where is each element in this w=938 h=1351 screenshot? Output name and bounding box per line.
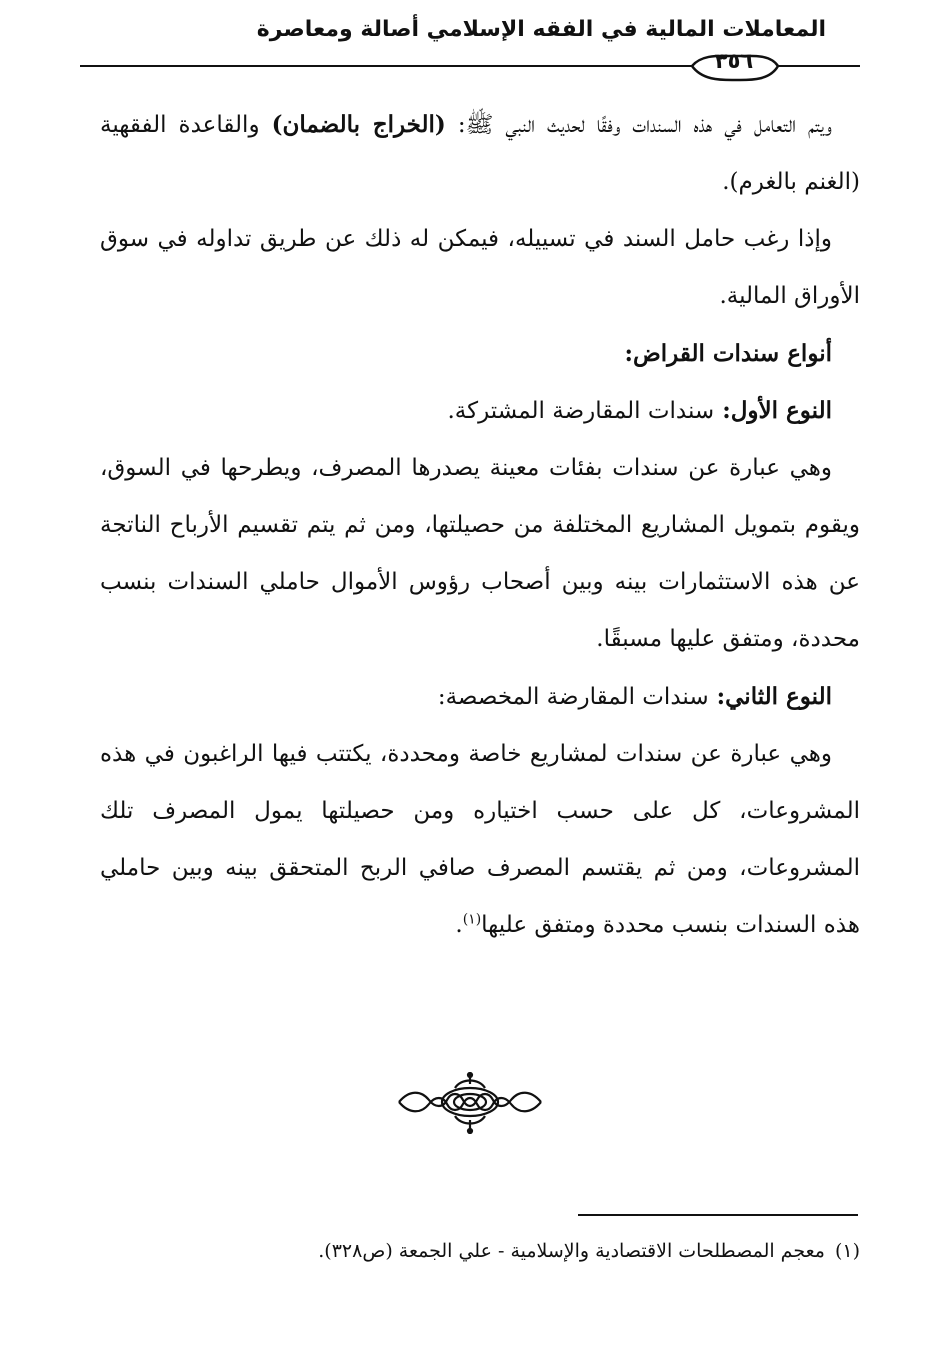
ornament-divider-icon (395, 1072, 545, 1134)
running-header: المعاملات المالية في الفقه الإسلامي أصالة ومعاصرة (256, 17, 826, 42)
footnote-number: (١) (834, 1240, 860, 1262)
type-1-title: سندات المقارضة المشتركة. (447, 398, 715, 424)
footnote-text: معجم المصطلحات الاقتصادية والإسلامية - علي الجمعة (ص٣٢٨). (318, 1240, 825, 1262)
type-1-heading (100, 382, 860, 440)
page-number: ٣٥٦ (714, 49, 754, 73)
paragraph-1 (100, 96, 860, 211)
paragraph-1-text: ويتم التعامل في هذه السندات وفقًا لحديث النبي ﷺ: (445, 112, 832, 138)
paragraph-4-end: . (455, 912, 463, 938)
type-2-label: النوع الثاني: (716, 683, 832, 710)
footnote (100, 1234, 860, 1268)
paragraph-4 (100, 726, 860, 954)
hadith-quote: (الخراج بالضمان) (271, 111, 446, 138)
body-text (100, 96, 860, 954)
type-1-label: النوع الأول: (722, 397, 832, 424)
paragraph-3: وهي عبارة عن سندات بفئات معينة يصدرها المصرف، ويطرحها في السوق، ويقوم بتمويل المشاريع المختلفة من حصيلتها، ومن ثم يتم تقسيم الأرباح الناتجة عن هذه الاستثمارات بينه وبين أصحاب رؤوس الأموال حاملي السندات بنسب محددة، ومتفق عليها مسبقًا. (100, 455, 860, 652)
paragraph-2: وإذا رغب حامل السند في تسييله، فيمكن له ذلك عن طريق تداوله في سوق الأوراق المالية. (100, 226, 860, 309)
type-2-title: سندات المقارضة المخصصة: (437, 684, 709, 710)
paragraph-1-rest: والقاعدة الفقهية (الغنم بالغرم). (100, 112, 860, 195)
type-2-heading (100, 668, 860, 726)
footnote-separator (578, 1214, 858, 1216)
paragraph-4-text: وهي عبارة عن سندات لمشاريع خاصة ومحددة، يكتتب فيها الراغبون في هذه المشروعات، كل على حسب اختياره ومن حصيلتها يمول المصرف تلك المشروعات، ومن ثم يقتسم المصرف صافي الربح المتحقق بينه وبين حاملي هذه السندات بنسب محددة ومتفق عليها (100, 741, 860, 938)
footnote-reference[interactable]: (١) (462, 911, 482, 928)
section-heading: أنواع سندات القراض: (624, 340, 832, 367)
